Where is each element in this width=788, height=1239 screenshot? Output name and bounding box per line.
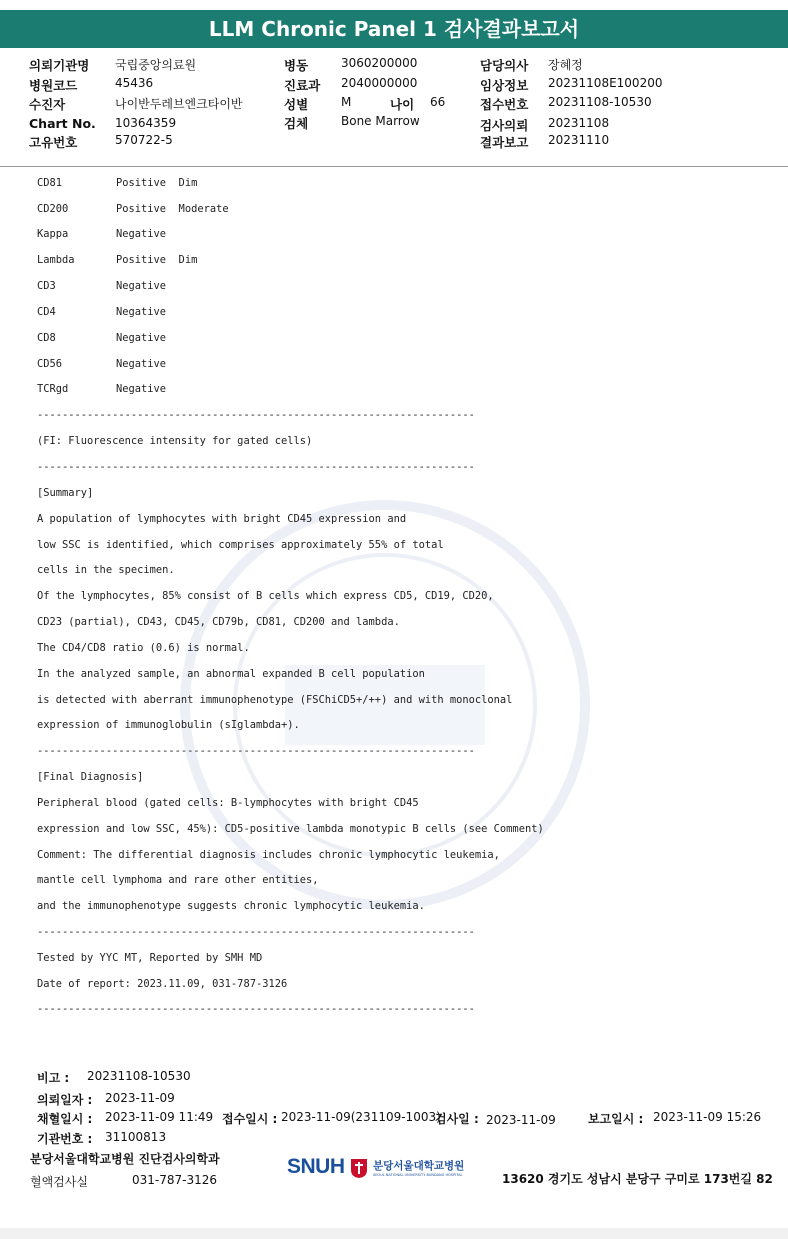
fi-note: (FI: Fluorescence intensity for gated cells) xyxy=(37,435,313,447)
result-report-value: 20231110 xyxy=(548,133,610,147)
diagnosis-line: Comment: The differential diagnosis includes chronic lymphocytic leukemia, xyxy=(37,849,500,861)
summary-line: cells in the specimen. xyxy=(37,564,175,576)
collect-time-value: 2023-11-09 11:49 xyxy=(105,1110,214,1124)
patient-name-value: 나이반두레브엔크타이반 xyxy=(115,97,243,111)
hospital-code-value: 45436 xyxy=(115,76,154,90)
diagnosis-line: and the immunophenotype suggests chronic lymphocytic leukemia. xyxy=(37,900,425,912)
logo-hospital-name: 분당서울대학교병원 xyxy=(373,1160,465,1172)
request-date-label: 검사의뢰 xyxy=(480,118,529,133)
doctor-value: 장혜정 xyxy=(548,58,583,72)
diagnosis-line: expression and low SSC, 45%): CD5-positive lambda monotypic B cells (see Comment) xyxy=(37,823,544,835)
summary-line: low SSC is identified, which comprises approximately 55% of total xyxy=(37,539,444,551)
report-time-label: 보고일시 : xyxy=(588,1112,644,1126)
page-bottom-bar xyxy=(0,1228,788,1239)
request-date-footer-value: 2023-11-09 xyxy=(105,1091,175,1105)
separator-line: ---------------------------------------------------------------------- xyxy=(37,461,475,473)
separator-line: ---------------------------------------------------------------------- xyxy=(37,926,475,938)
tested-by: Tested by YYC MT, Reported by SMH MD xyxy=(37,952,263,964)
summary-line: In the analyzed sample, an abnormal expanded B cell population xyxy=(37,668,425,680)
doctor-label: 담당의사 xyxy=(480,58,529,73)
date-of-report: Date of report: 2023.11.09, 031-787-3126 xyxy=(37,978,288,990)
institution-no-label: 기관번호 : xyxy=(37,1132,93,1146)
department-label: 진료과 xyxy=(284,78,321,93)
unique-no-value: 570722-5 xyxy=(115,133,173,147)
sex-label: 성별 xyxy=(284,97,309,112)
separator-line: ---------------------------------------------------------------------- xyxy=(37,1003,475,1015)
collect-time-label: 채혈일시 : xyxy=(37,1112,93,1126)
summary-heading: [Summary] xyxy=(37,487,94,499)
summary-line: expression of immunoglobulin (sIglambda+). xyxy=(37,719,300,731)
request-date-footer-label: 의뢰일자 : xyxy=(37,1093,93,1107)
report-title: LLM Chronic Panel 1 검사결과보고서 xyxy=(0,10,788,48)
result-report-label: 결과보고 xyxy=(480,135,529,150)
lab-phone: 031-787-3126 xyxy=(132,1173,218,1187)
specimen-label: 검체 xyxy=(284,116,309,131)
logo-text: SNUH xyxy=(287,1155,345,1178)
lab-name: 혈액검사실 xyxy=(30,1175,88,1189)
lab-department: 분당서울대학교병원 진단검사의학과 xyxy=(30,1152,220,1166)
hospital-address: 13620 경기도 성남시 분당구 구미로 173번길 82 xyxy=(502,1172,773,1186)
report-time-value: 2023-11-09 15:26 xyxy=(653,1110,762,1124)
diagnosis-line: mantle cell lymphoma and rare other entities, xyxy=(37,874,319,886)
age-value: 66 xyxy=(430,95,446,109)
hospital-code-label: 병원코드 xyxy=(29,78,78,93)
diagnosis-line: Peripheral blood (gated cells: B-lymphocytes with bright CD45 xyxy=(37,797,419,809)
summary-line: The CD4/CD8 ratio (0.6) is normal. xyxy=(37,642,250,654)
age-label: 나이 xyxy=(390,97,415,112)
institution-no-value: 31100813 xyxy=(105,1130,167,1144)
separator-line: ---------------------------------------------------------------------- xyxy=(37,409,475,421)
remark-label: 비고 : xyxy=(37,1071,70,1085)
separator-line: ---------------------------------------------------------------------- xyxy=(37,745,475,757)
hospital-name-label: 의뢰기관명 xyxy=(29,58,90,73)
sex-value: M xyxy=(341,95,352,109)
snuh-emblem-icon xyxy=(349,1157,369,1179)
logo-subtitle: SEOUL NATIONAL UNIVERSITY BUNDANG HOSPITAL xyxy=(373,1173,463,1177)
summary-line: Of the lymphocytes, 85% consist of B cells which express CD5, CD19, CD20, xyxy=(37,590,494,602)
receipt-time-value: 2023-11-09(231109-1003) xyxy=(281,1110,441,1124)
receipt-time-label: 접수일시 : xyxy=(222,1112,278,1126)
chart-no-value: 10364359 xyxy=(115,116,177,130)
hospital-logo xyxy=(287,1155,477,1185)
remark-value: 20231108-10530 xyxy=(87,1069,191,1083)
department-value: 2040000000 xyxy=(341,76,418,90)
summary-line: is detected with aberrant immunophenotype (FSChiCD5+/++) and with monoclonal xyxy=(37,694,513,706)
specimen-value: Bone Marrow xyxy=(341,114,420,128)
summary-line: CD23 (partial), CD43, CD45, CD79b, CD81, CD200 and lambda. xyxy=(37,616,400,628)
header-divider xyxy=(0,166,788,167)
clinical-info-value: 20231108E100200 xyxy=(548,76,663,90)
unique-no-label: 고유번호 xyxy=(29,135,78,150)
diagnosis-heading: [Final Diagnosis] xyxy=(37,771,144,783)
hospital-name-value: 국립중앙의료원 xyxy=(115,58,197,72)
summary-line: A population of lymphocytes with bright CD45 expression and xyxy=(37,513,407,525)
accession-no-label: 접수번호 xyxy=(480,97,529,112)
test-date-label: 검사일 : xyxy=(435,1112,479,1126)
clinical-info-label: 임상정보 xyxy=(480,78,529,93)
accession-no-value: 20231108-10530 xyxy=(548,95,652,109)
ward-label: 병동 xyxy=(284,58,309,73)
ward-value: 3060200000 xyxy=(341,56,418,70)
test-date-value: 2023-11-09 xyxy=(486,1113,556,1127)
patient-header xyxy=(0,54,788,166)
chart-no-label: Chart No. xyxy=(29,116,96,131)
request-date-value: 20231108 xyxy=(548,116,610,130)
patient-name-label: 수진자 xyxy=(29,97,66,112)
